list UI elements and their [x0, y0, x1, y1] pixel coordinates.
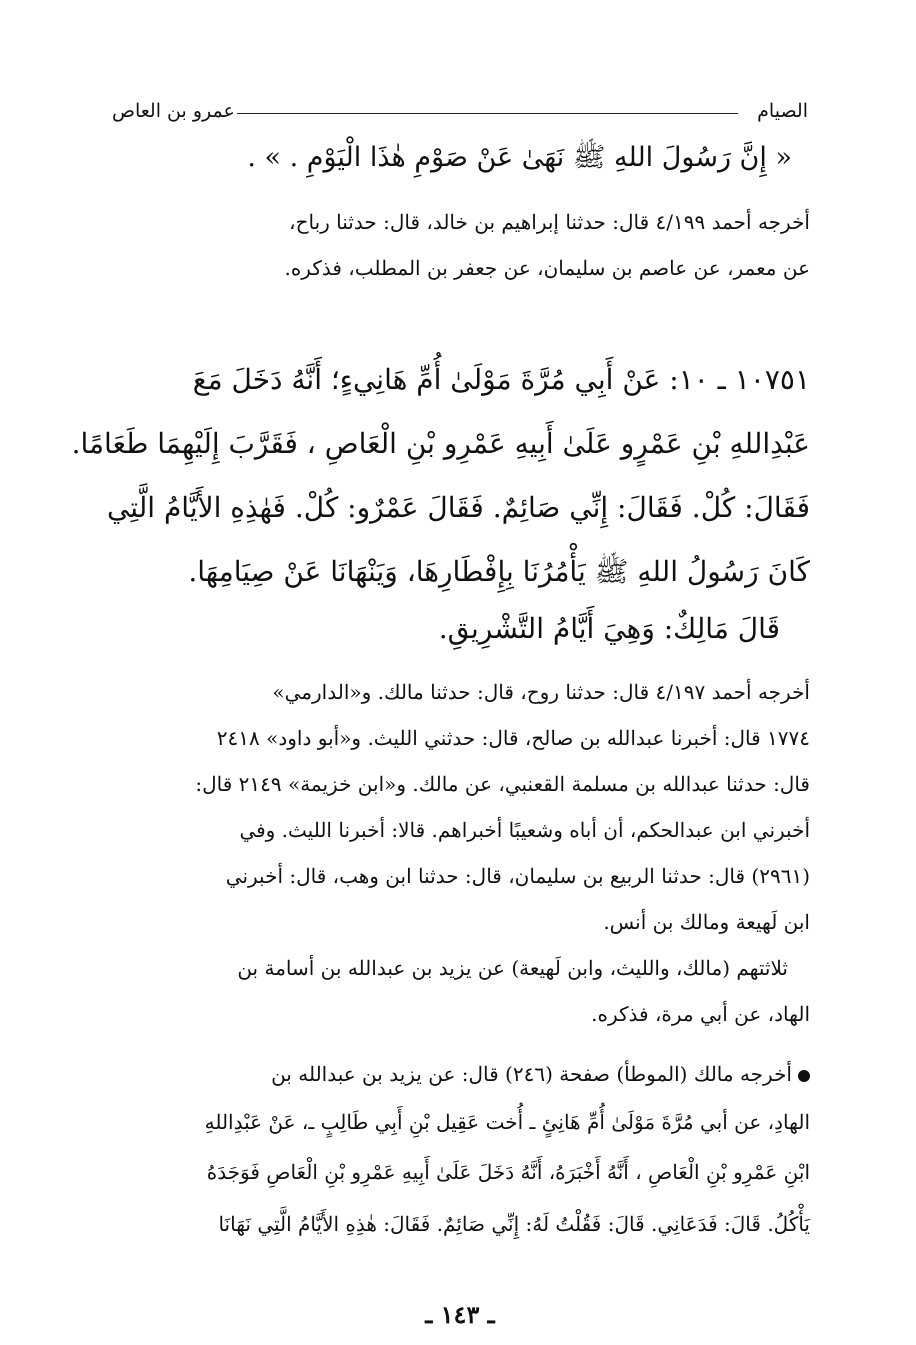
header-chapter-title: الصيام: [757, 100, 808, 122]
takhrij-line-13: ابْنِ عَمْرِو بْنِ الْعَاصِ ، أَنَّهُ أَخْبَرَهُ، أَنَّهُ دَخَلَ عَلَىٰ أَبِيهِ عَمْرِو بْنِ الْعَاصِ فَوَجَدَهُ: [206, 1160, 810, 1184]
hadith-text-line-4: كَانَ رَسُولُ اللهِ ﷺ يَأْمُرُنَا بِإِفْطَارِهَا، وَيَنْهَانَا عَنْ صِيَامِهَا.: [188, 555, 810, 588]
takhrij-line-7: (٢٩٦١) قال: حدثنا الربيع بن سليمان، قال: حدثنا ابن وهب، قال: أخبرني: [225, 864, 810, 888]
running-header: [112, 98, 808, 128]
takhrij-line-3: أخرجه أحمد ٤/١٩٧ قال: حدثنا روح، قال: حدثنا مالك. و«الدارمي»: [272, 680, 810, 704]
takhrij-line-14: يَأْكُلُ. قَالَ: فَدَعَانِي. قَالَ: فَقُلْتُ لَهُ: إِنِّي صَائِمٌ. فَقَالَ: هٰذِهِ الأَيَّامُ الَّتِي نَهَانَا: [218, 1212, 810, 1236]
hadith-quote-line: « إِنَّ رَسُولَ اللهِ ﷺ نَهَىٰ عَنْ صَوْمِ هٰذَا الْيَوْمِ . » .: [247, 142, 792, 173]
takhrij-line-10: الهاد، عن أبي مرة، فذكره.: [591, 1002, 810, 1026]
takhrij-line-6: أخبرني ابن عبدالحكم، أن أباه وشعيبًا أخبراهم. قالا: أخبرنا الليث. وفي: [239, 818, 810, 842]
hadith-text-line-5: قَالَ مَالِكٌ: وَهِيَ أَيَّامُ التَّشْرِيقِ.: [438, 612, 780, 645]
takhrij-line-5: قال: حدثنا عبدالله بن مسلمة القعنبي، عن مالك. و«ابن خزيمة» ٢١٤٩ قال:: [195, 772, 810, 796]
header-section-title: عمرو بن العاص: [112, 100, 235, 122]
hadith-text-line-1: ١٠٧٥١ ـ ١٠: عَنْ أَبِي مُرَّةَ مَوْلَىٰ أُمِّ هَانِيءٍ؛ أَنَّهُ دَخَلَ مَعَ: [192, 363, 810, 396]
takhrij-line-11: [108, 1062, 810, 1086]
hadith-text-line-2: عَبْدِاللهِ بْنِ عَمْرٍو عَلَىٰ أَبِيهِ عَمْرِو بْنِ الْعَاصِ ، فَقَرَّبَ إِلَيْهِمَا طَعَامًا.: [71, 427, 810, 460]
takhrij-line-1: أخرجه أحمد ٤/١٩٩ قال: حدثنا إبراهيم بن خالد، قال: حدثنا رباح،: [289, 210, 810, 234]
takhrij-line-8: ابن لَهيعة ومالك بن أنس.: [603, 910, 810, 934]
page-number: ـ ١٤٣ ـ: [425, 1300, 495, 1329]
takhrij-line-4: ١٧٧٤ قال: أخبرنا عبدالله بن صالح، قال: حدثني الليث. و«أبو داود» ٢٤١٨: [216, 726, 810, 750]
takhrij-line-11-text: أخرجه مالك (الموطأ) صفحة (٢٤٦) قال: عن يزيد بن عبدالله بن: [271, 1062, 792, 1086]
bullet-icon: [798, 1070, 810, 1082]
hadith-text-line-3: فَقَالَ: كُلْ. فَقَالَ: إِنِّي صَائِمٌ. فَقَالَ عَمْرٌو: كُلْ. فَهٰذِهِ الأَيَّامُ الَّتِي: [106, 491, 810, 524]
takhrij-line-2: عن معمر، عن عاصم بن سليمان، عن جعفر بن المطلب، فذكره.: [284, 256, 810, 280]
takhrij-line-12: الهادِ، عن أبي مُرَّةَ مَوْلَىٰ أُمِّ هَانِئٍ ـ أُخت عَقِيل بْنِ أَبِي طَالِبٍ ـ، عَنْ عَبْدِاللهِ: [204, 1110, 810, 1134]
header-rule: [237, 113, 738, 114]
takhrij-line-9: ثلاثتهم (مالك، والليث، وابن لَهيعة) عن يزيد بن عبدالله بن أسامة بن: [237, 956, 788, 980]
